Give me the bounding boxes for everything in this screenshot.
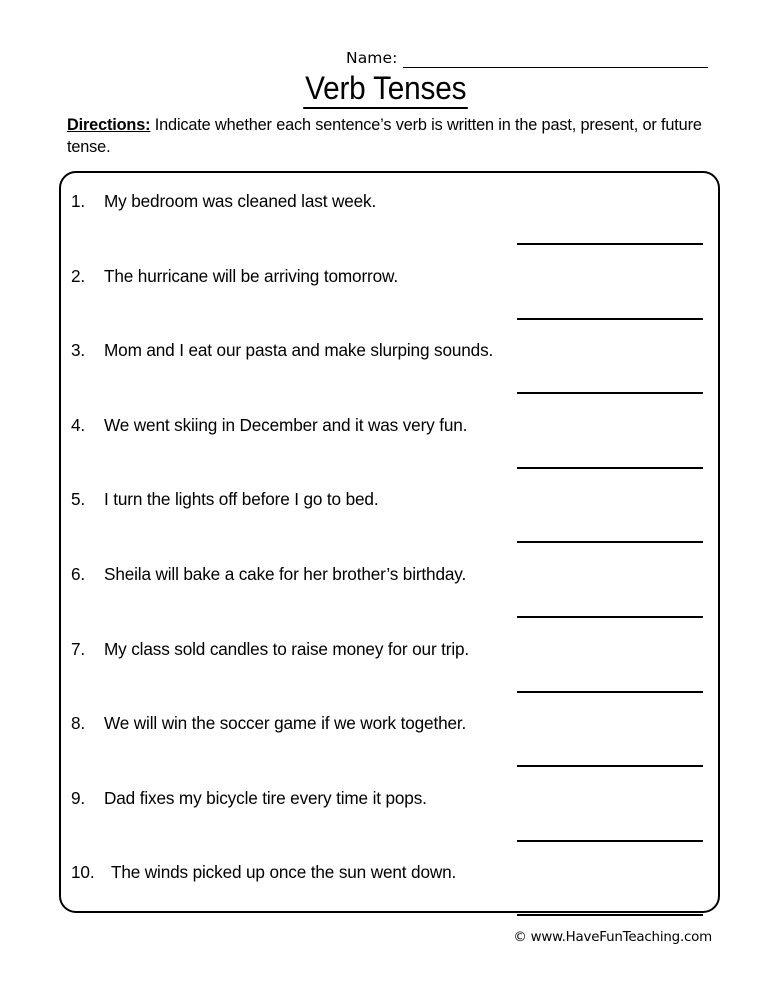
question-number: 9. bbox=[71, 787, 86, 808]
answer-blank[interactable] bbox=[517, 765, 703, 767]
question-number: 4. bbox=[71, 414, 86, 435]
questions-list bbox=[61, 173, 722, 915]
question-item bbox=[61, 330, 722, 404]
question-text: We will win the soccer game if we work together. bbox=[104, 713, 467, 734]
answer-blank[interactable] bbox=[517, 691, 703, 693]
answer-blank[interactable] bbox=[517, 392, 703, 394]
question-item bbox=[61, 256, 722, 330]
question-item bbox=[61, 629, 722, 703]
question-text: My class sold candles to raise money for our trip. bbox=[104, 638, 470, 659]
question-row bbox=[71, 487, 651, 511]
question-item bbox=[61, 181, 722, 255]
answer-blank[interactable] bbox=[517, 840, 703, 842]
question-number: 6. bbox=[71, 564, 86, 584]
question-item bbox=[61, 703, 722, 777]
question-item bbox=[61, 554, 722, 628]
question-row bbox=[71, 786, 651, 810]
footer-copyright bbox=[0, 929, 712, 946]
answer-blank[interactable] bbox=[517, 541, 703, 543]
answer-blank[interactable] bbox=[517, 467, 703, 469]
question-number: 2. bbox=[71, 265, 86, 286]
question-number: 10. bbox=[71, 862, 95, 883]
answer-blank[interactable] bbox=[517, 616, 703, 618]
question-text: Dad fixes my bicycle tire every time it pops. bbox=[104, 787, 427, 808]
page-title bbox=[0, 70, 772, 109]
question-number: 7. bbox=[71, 638, 86, 659]
question-row bbox=[71, 413, 651, 437]
question-number: 8. bbox=[71, 713, 86, 734]
question-row bbox=[71, 189, 651, 213]
question-row bbox=[71, 562, 651, 586]
name-write-in-blank[interactable] bbox=[403, 50, 708, 68]
question-text: Sheila will bake a cake for her brother’s birthday. bbox=[104, 564, 467, 584]
directions-label: Directions: bbox=[67, 116, 151, 134]
question-text: The winds picked up once the sun went down. bbox=[111, 862, 457, 883]
footer-copyright-text: © www.HaveFunTeaching.com bbox=[513, 930, 712, 945]
name-label: Name: bbox=[346, 49, 398, 67]
page-title-text: Verb Tenses bbox=[304, 70, 469, 109]
name-field-row bbox=[346, 44, 708, 68]
answer-blank[interactable] bbox=[517, 914, 703, 916]
directions bbox=[67, 114, 713, 158]
question-row bbox=[71, 637, 651, 661]
question-item bbox=[61, 405, 722, 479]
question-item bbox=[61, 778, 722, 852]
question-row bbox=[71, 264, 651, 288]
question-number: 3. bbox=[71, 340, 86, 361]
questions-box bbox=[59, 171, 720, 913]
question-text: My bedroom was cleaned last week. bbox=[104, 191, 377, 211]
question-item bbox=[61, 479, 722, 553]
answer-blank[interactable] bbox=[517, 243, 703, 245]
question-number: 1. bbox=[71, 191, 86, 211]
question-row bbox=[71, 338, 651, 362]
question-text: We went skiing in December and it was very fun. bbox=[104, 414, 468, 435]
answer-blank[interactable] bbox=[517, 318, 703, 320]
question-text: I turn the lights off before I go to bed. bbox=[104, 489, 379, 510]
question-row bbox=[71, 711, 651, 735]
question-text: Mom and I eat our pasta and make slurping sounds. bbox=[104, 340, 494, 361]
question-row bbox=[71, 860, 651, 884]
question-item bbox=[61, 852, 722, 926]
question-text: The hurricane will be arriving tomorrow. bbox=[104, 265, 398, 286]
directions-text: Indicate whether each sentence’s verb is written in the past, present, or future tense. bbox=[67, 116, 702, 156]
question-number: 5. bbox=[71, 489, 86, 510]
